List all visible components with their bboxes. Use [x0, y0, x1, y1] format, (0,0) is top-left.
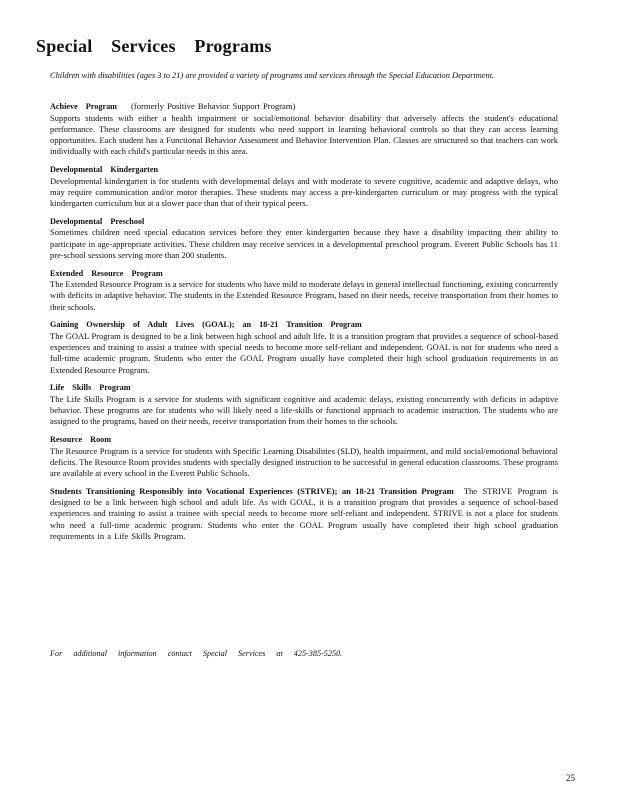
section-body: The GOAL Program is designed to be a link between high school and adult life. It is a transition program that provides a sequence of school-based experiences and training to assist a trainee with special needs to become more self-reliant and independent. GOAL is not for students who need a full-time academic program. Students who enter the GOAL Program usually have completed their high school graduation requirements in an Extended Resource Program. — [50, 330, 558, 375]
section-heading — [50, 101, 558, 113]
section-heading: Life Skills Program — [50, 383, 131, 393]
section-heading: Resource Room — [50, 435, 112, 445]
program-section-developmental-preschool — [50, 216, 558, 261]
section-body: The STRIVE Program is designed to be a link between high school and adult life. As with GOAL, it is a transition program that provides a sequence of school-based experiences and training to assist a trainee with special needs to become more self-reliant and independent. STRIVE is not a place for students who need a full-time academic program. Students who enter the GOAL Program usually have completed their high school graduation requirements in a Life Skills Program. — [50, 485, 558, 541]
section-body: Supports students with either a health impairment or social/emotional behavior disability that adversely affects the student's educational performance. These classrooms are designed for students who need support in learning behavioral controls so that they can access learning opportunities. Each student has a Functional Behavior Assessment and Behavior Intervention Plan. Classes are structured so that teachers can work individually with each child's particular needs in this area. — [50, 112, 558, 157]
section-heading-text: Achieve Program — [50, 102, 118, 111]
section-heading: Developmental Preschool — [50, 216, 145, 226]
section-body: The Extended Resource Program is a service for students who have mild to moderate delays in general intellectual functioning, existing concurrently with deficits in adaptive behavior. The students in the Extended Resource Program, based on their needs, receive transportation from their homes to their schools. — [50, 279, 558, 312]
contact-note: For additional information contact Special Services at 425-385-5250. — [50, 649, 343, 658]
program-section-resource-room — [50, 434, 558, 479]
page-title: Special Services Programs — [36, 36, 272, 56]
intro-paragraph: Children with disabilities (ages 3 to 21) are provided a variety of programs and services through the Special Education Department. — [50, 71, 495, 80]
section-heading: Extended Resource Program — [50, 268, 163, 278]
program-section-goal — [50, 319, 558, 375]
section-body: Developmental kindergarten is for students with developmental delays and with moderate to severe cognitive, academic and adaptive delays, who may require communication and/or motor therapies. These students may access a pre-kindergarten curriculum or may progress with the typical kindergarten curriculum but at a slower pace than that of their typical peers. — [50, 175, 558, 208]
program-list — [50, 101, 558, 549]
section-body-with-heading — [50, 486, 558, 542]
program-section-achieve — [50, 101, 558, 157]
section-heading: Developmental Kindergarten — [50, 165, 159, 174]
section-subheading: (formerly Positive Behavior Support Program) — [131, 101, 296, 111]
section-heading: Students Transitioning Responsibly into Vocational Experiences (STRIVE); an 18-21 Transition Program — [50, 485, 454, 496]
section-body: Sometimes children need special education services before they enter kindergarten because they have a disability impacting their ability to participate in age-appropriate activities. These children may receive services in a developmental preschool program. Everett Public Schools has 11 pre-school sessions serving more than 200 students. — [50, 227, 558, 260]
program-section-strive — [50, 486, 558, 542]
section-body: The Life Skills Program is a service for students with significant cognitive and academic delays, existing concurrently with deficits in adaptive behavior. These programs are for students who will likely need a life-skills or functional approach to academic instruction. The students who are assigned to the programs, based on their needs, receive transportation from their homes to the schools. — [50, 393, 558, 427]
page-number: 25 — [566, 773, 575, 783]
program-section-developmental-kindergarten — [50, 164, 558, 209]
program-section-life-skills — [50, 382, 558, 427]
section-body: The Resource Program is a service for students with Specific Learning Disabilities (SLD), health impairment, and mild social/emotional behavioral deficits. The Resource Room provides students with specially designed instruction to be successful in general education classrooms. These programs are available at every school in the Everett Public Schools. — [50, 445, 558, 479]
program-section-extended-resource — [50, 268, 558, 313]
section-heading: Gaining Ownership of Adult Lives (GOAL); an 18-21 Transition Program — [50, 320, 362, 330]
